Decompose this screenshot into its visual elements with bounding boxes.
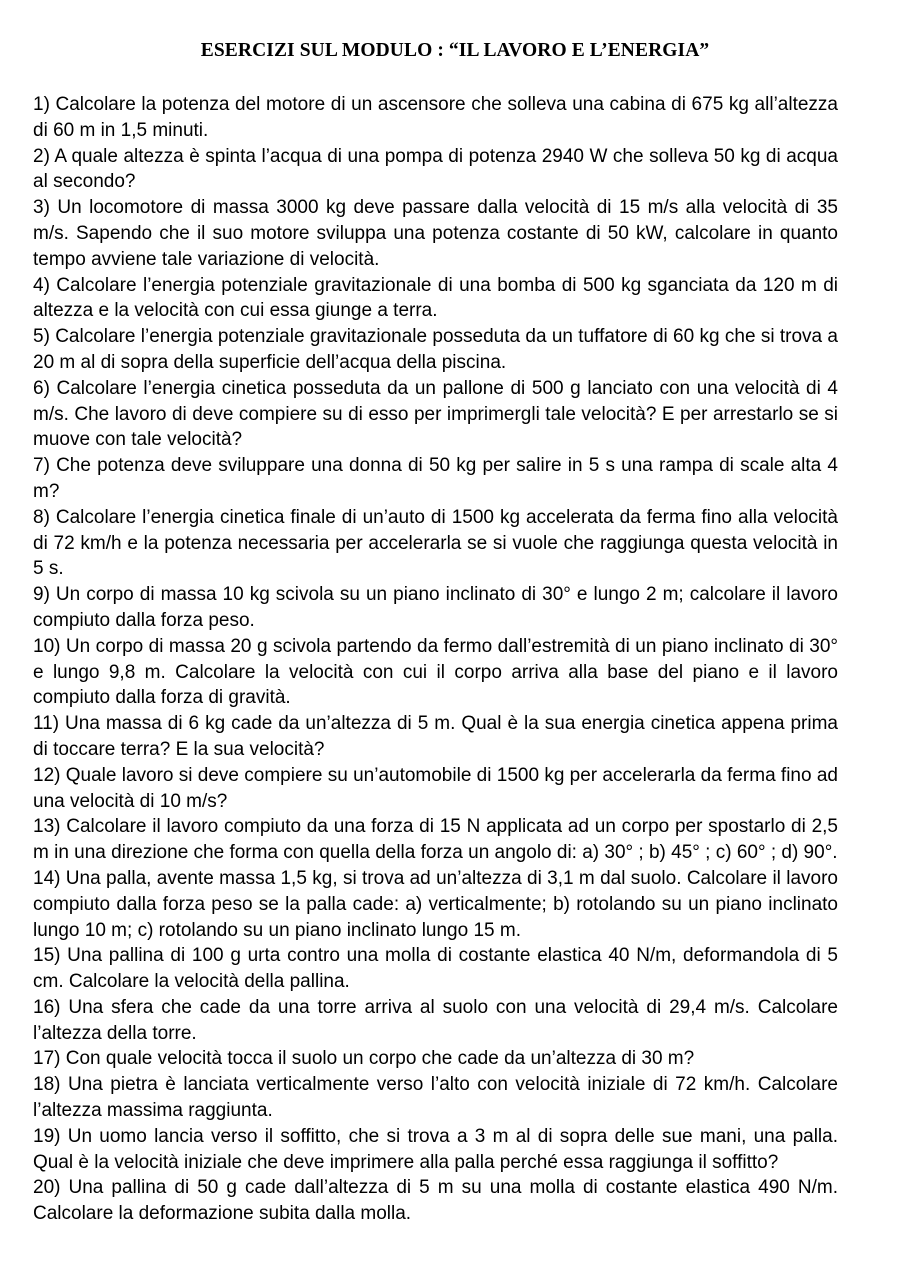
exercise-14: 14) Una palla, avente massa 1,5 kg, si trova ad un’altezza di 3,1 m dal suolo. Calcolare il lavoro compiuto dalla forza peso se la palla cade: a) verticalmente; b) rotolando su un piano inclinato lungo 10 m; c) rotolando su un piano inclinato lungo 15 m. [33, 867, 838, 941]
exercise-5: 5) Calcolare l’energia potenziale gravitazionale posseduta da un tuffatore di 60 kg che si trova a 20 m al di sopra della superficie dell’acqua della piscina. [33, 326, 838, 373]
exercise-6: 6) Calcolare l’energia cinetica posseduta da un pallone di 500 g lanciato con una velocità di 4 m/s. Che lavoro di deve compiere su di esso per imprimergli tale velocità? E per arrestarlo se si muove con tale velocità? [33, 377, 838, 451]
exercise-1: 1) Calcolare la potenza del motore di un ascensore che solleva una cabina di 675 kg all’altezza di 60 m in 1,5 minuti. [33, 94, 838, 141]
exercise-12: 12) Quale lavoro si deve compiere su un’automobile di 1500 kg per accelerarla da ferma fino ad una velocità di 10 m/s? [33, 764, 838, 812]
exercise-7: 7) Che potenza deve sviluppare una donna di 50 kg per salire in 5 s una rampa di scale alta 4 m? [33, 455, 838, 502]
exercise-9: 9) Un corpo di massa 10 kg scivola su un piano inclinato di 30° e lungo 2 m; calcolare il lavoro compiuto dalla forza peso. [33, 584, 838, 631]
exercise-20: 20) Una pallina di 50 g cade dall’altezza di 5 m su una molla di costante elastica 490 N/m. Calcolare la deformazione subita dalla molla. [33, 1177, 838, 1225]
exercise-19: 19) Un uomo lancia verso il soffitto, che si trova a 3 m al di sopra delle sue mani, una palla. Qual è la velocità iniziale che deve imprimere alla palla perché essa raggiunga il soffitto? [33, 1125, 838, 1173]
exercise-13: 13) Calcolare il lavoro compiuto da una forza di 15 N applicata ad un corpo per spostarlo di 2,5 m in una direzione che forma con quella della forza un angolo di: a) 30° ; b) 45° ; c) 60° ; d) 90°. [33, 816, 838, 864]
exercise-10: 10) Un corpo di massa 20 g scivola partendo da fermo dall’estremità di un piano inclinato di 30° e lungo 9,8 m. Calcolare la velocità con cui il corpo arriva alla base del piano e il lavoro compiuto dalla forza di gravità. [33, 635, 838, 709]
exercise-17: 17) Con quale velocità tocca il suolo un corpo che cade da un’altezza di 30 m? [33, 1048, 695, 1070]
document-title: ESERCIZI SUL MODULO : “IL LAVORO E L’ENERGIA” [200, 40, 710, 61]
exercise-8: 8) Calcolare l’energia cinetica finale di un’auto di 1500 kg accelerata da ferma fino alla velocità di 72 km/h e la potenza necessaria per accelerarla se si vuole che raggiunga questa velocità in 5 s. [33, 506, 838, 580]
exercise-16: 16) Una sfera che cade da una torre arriva al suolo con una velocità di 29,4 m/s. Calcolare l’altezza della torre. [33, 996, 838, 1044]
exercise-15: 15) Una pallina di 100 g urta contro una molla di costante elastica 40 N/m, deformandola di 5 cm. Calcolare la velocità della pallina. [33, 945, 838, 993]
exercise-3: 3) Un locomotore di massa 3000 kg deve passare dalla velocità di 15 m/s alla velocità di 35 m/s. Sapendo che il suo motore sviluppa una potenza costante di 50 kW, calcolare in quanto tempo avviene tale variazione di velocità. [33, 197, 838, 270]
exercise-list [33, 92, 838, 1227]
exercise-11: 11) Una massa di 6 kg cade da un’altezza di 5 m. Qual è la sua energia cinetica appena prima di toccare terra? E la sua velocità? [33, 713, 838, 760]
exercise-4: 4) Calcolare l’energia potenziale gravitazionale di una bomba di 500 kg sganciata da 120 m di altezza e la velocità con cui essa giunge a terra. [33, 274, 838, 322]
exercise-18: 18) Una pietra è lanciata verticalmente verso l’alto con velocità iniziale di 72 km/h. Calcolare l’altezza massima raggiunta. [33, 1074, 838, 1122]
exercise-2: 2) A quale altezza è spinta l’acqua di una pompa di potenza 2940 W che solleva 50 kg di acqua al secondo? [33, 145, 838, 193]
